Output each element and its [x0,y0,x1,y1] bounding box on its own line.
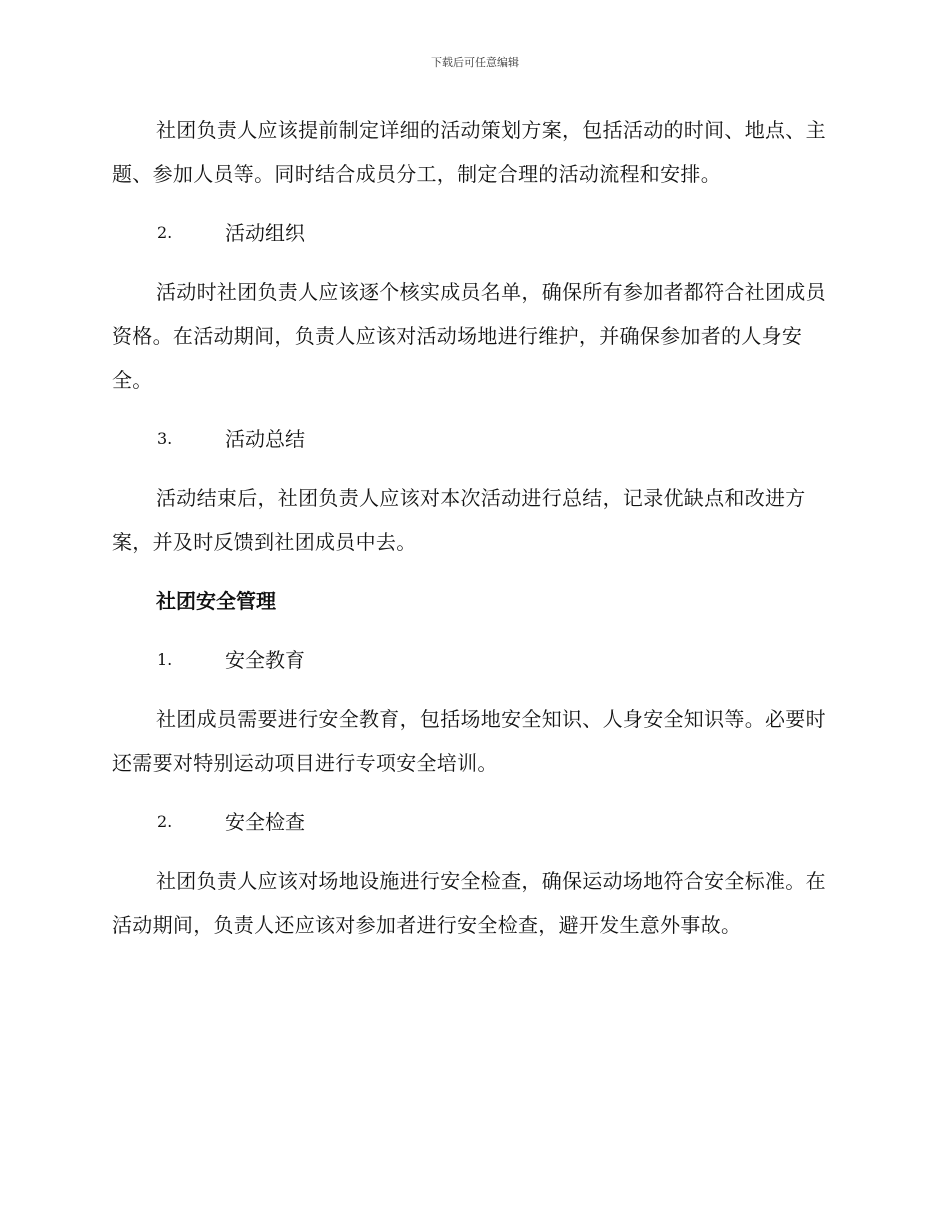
list-item-safety-education [112,638,838,682]
paragraph-safety-education: 社团成员需要进行安全教育，包括场地安全知识、人身安全知识等。必要时还需要对特别运动项目进行专项安全培训。 [112,707,826,775]
list-label: 安全教育 [225,648,305,672]
list-label: 安全检查 [225,810,305,834]
document-body [112,108,838,962]
list-number: 1. [157,650,173,669]
list-item-activity-organization [112,211,838,255]
paragraph-planning: 社团负责人应该提前制定详细的活动策划方案，包括活动的时间、地点、主题、参加人员等。同时结合成员分工，制定合理的活动流程和安排。 [112,118,826,186]
list-number: 2. [157,812,173,831]
list-label: 活动组织 [225,221,305,245]
list-item-safety-inspection [112,800,838,844]
list-label: 活动总结 [225,427,305,451]
paragraph-safety-inspection: 社团负责人应该对场地设施进行安全检查，确保运动场地符合安全标准。在活动期间，负责人还应该对参加者进行安全检查，避开发生意外事故。 [112,869,826,937]
list-number: 2. [157,223,173,242]
section-heading-safety: 社团安全管理 [156,589,276,613]
paragraph-organization: 活动时社团负责人应该逐个核实成员名单，确保所有参加者都符合社团成员资格。在活动期间，负责人应该对活动场地进行维护，并确保参加者的人身安全。 [112,280,826,392]
paragraph-summary: 活动结束后，社团负责人应该对本次活动进行总结，记录优缺点和改进方案，并及时反馈到社团成员中去。 [112,486,806,554]
page-header: 下载后可任意编辑 [431,56,519,69]
list-item-activity-summary [112,417,838,461]
list-number: 3. [157,429,173,448]
